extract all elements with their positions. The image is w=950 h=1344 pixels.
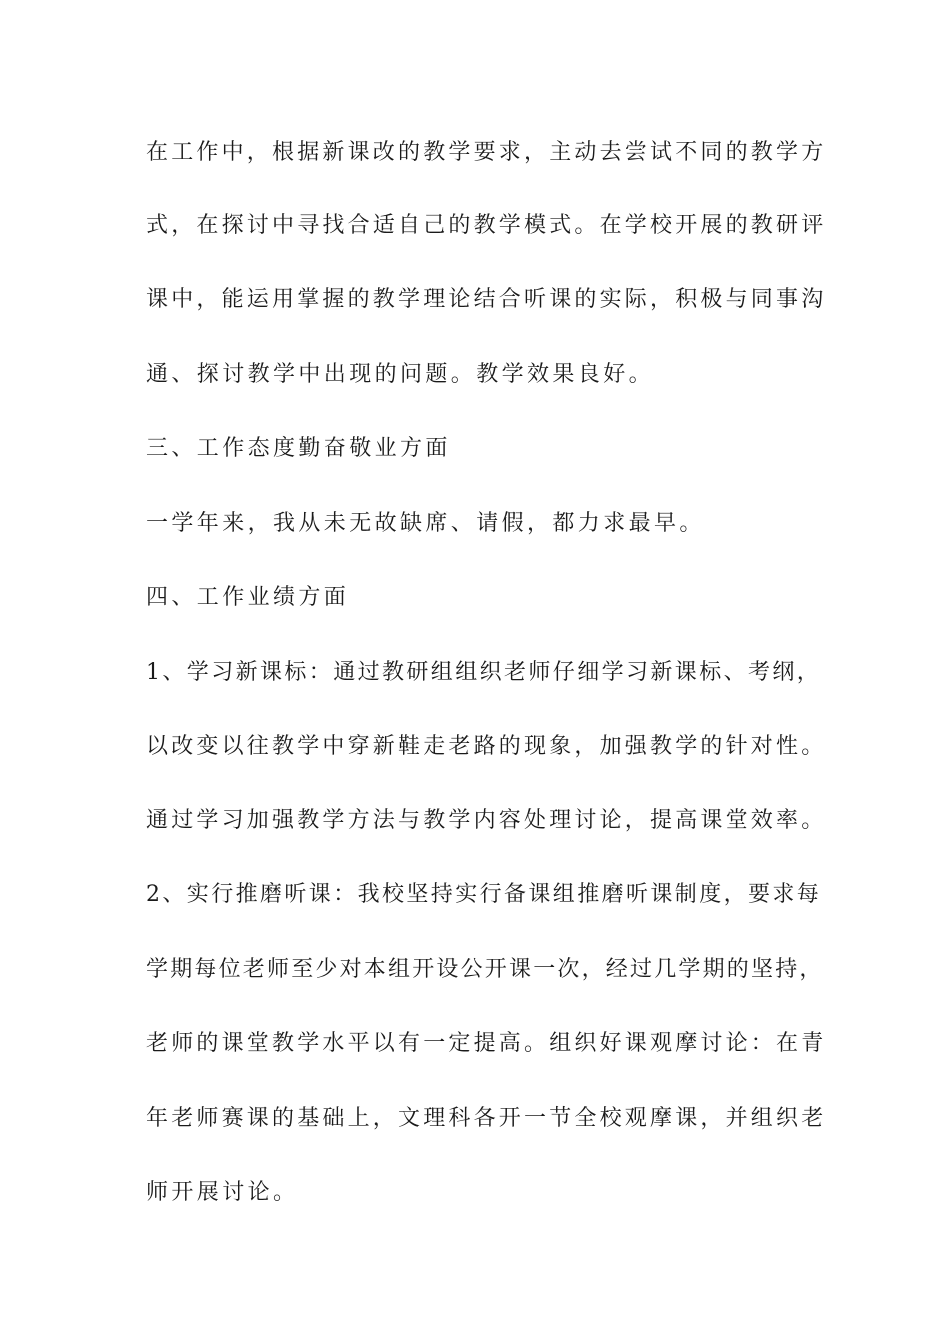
paragraph-line: 1、学习新课标：通过教研组组织老师仔细学习新课标、考纲， <box>146 660 822 685</box>
paragraph-line: 以改变以往教学中穿新鞋走老路的现象，加强教学的针对性。 <box>146 734 827 759</box>
paragraph-line: 通过学习加强教学方法与教学内容处理讨论，提高课堂效率。 <box>146 808 827 833</box>
paragraph-line: 通、探讨教学中出现的问题。教学效果良好。 <box>146 362 655 387</box>
paragraph-line: 学期每位老师至少对本组开设公开课一次，经过几学期的坚持， <box>146 957 824 982</box>
paragraph-line: 课中，能运用掌握的教学理论结合听课的实际，积极与同事沟 <box>146 287 827 312</box>
paragraph-line: 一学年来，我从未无故缺席、请假，都力求最早。 <box>146 511 705 536</box>
paragraph-line: 式，在探讨中寻找合适自己的教学模式。在学校开展的教研评 <box>146 213 827 238</box>
paragraph-line: 年老师赛课的基础上，文理科各开一节全校观摩课，并组织老 <box>146 1106 827 1131</box>
paragraph-line: 2、实行推磨听课：我校坚持实行备课组推磨听课制度，要求每 <box>146 882 822 907</box>
paragraph-line: 老师的课堂教学水平以有一定提高。组织好课观摩讨论：在青 <box>146 1031 827 1056</box>
paragraph-line: 师开展讨论。 <box>146 1180 299 1205</box>
section-heading: 三、工作态度勤奋敬业方面 <box>146 436 451 461</box>
paragraph-line: 在工作中，根据新课改的教学要求，主动去尝试不同的教学方 <box>146 140 827 165</box>
section-heading: 四、工作业绩方面 <box>146 585 350 610</box>
